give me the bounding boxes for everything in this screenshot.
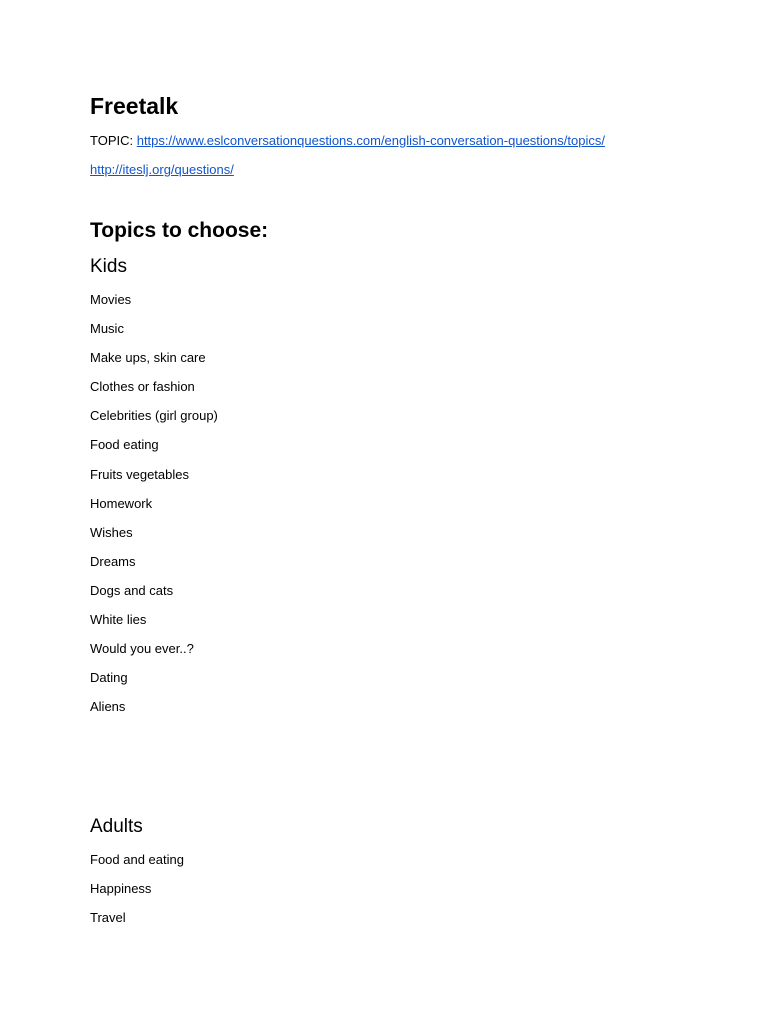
list-item: Would you ever..? [90,641,194,657]
kids-topic-list [90,291,218,727]
list-item: Dogs and cats [90,582,174,598]
topic-label: TOPIC: [90,133,137,148]
adults-topic-list [90,851,184,938]
list-item: Music [90,321,124,337]
list-item: Aliens [90,699,126,715]
list-item: Celebrities (girl group) [90,408,218,424]
list-item: Travel [90,910,126,926]
list-item: Make ups, skin care [90,350,206,366]
iteslj-link[interactable]: http://iteslj.org/questions/ [90,162,234,177]
list-item: Food and eating [90,852,184,867]
list-item: Dreams [90,553,136,569]
topic-link[interactable]: https://www.eslconversationquestions.com/english-conversation-questions/topics/ [136,133,605,148]
list-item: Clothes or fashion [90,379,195,395]
list-item: Fruits vegetables [90,466,189,482]
list-item: Wishes [90,524,133,540]
kids-heading: Kids [90,256,127,277]
topic-line [90,132,605,150]
second-link-line [90,161,234,179]
document-title: Freetalk [90,93,179,119]
adults-heading: Adults [90,816,143,837]
list-item: Happiness [90,881,152,897]
list-item: Movies [90,292,132,307]
list-item: Food eating [90,437,159,453]
list-item: Dating [90,670,128,686]
list-item: Homework [90,495,153,511]
topics-heading: Topics to choose: [90,219,269,242]
list-item: White lies [90,612,147,628]
